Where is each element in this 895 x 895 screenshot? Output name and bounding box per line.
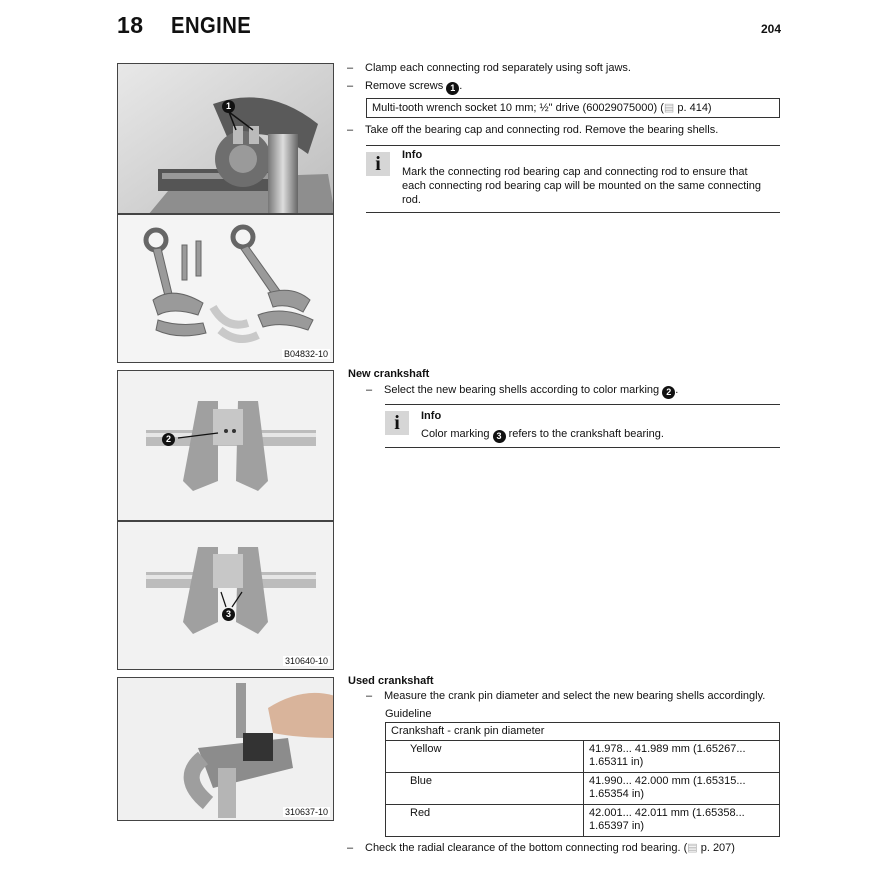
photo-measure-crank-pin xyxy=(117,677,334,821)
row-value: 41.990... 42.000 mm (1.65315... 1.65354 in) xyxy=(584,773,780,805)
photo-crankshaft-marking-2 xyxy=(117,370,334,521)
table-row xyxy=(386,773,780,805)
step-measure-crank-pin: – Measure the crank pin diameter and select the new bearing shells accordingly. xyxy=(366,690,766,702)
info-box-color-marking xyxy=(385,404,780,448)
chapter-number: 18 xyxy=(117,12,144,38)
heading-used-crankshaft: Used crankshaft xyxy=(348,675,434,687)
step-check-radial-clearance: – Check the radial clearance of the bottom connecting rod bearing. (▤ p. 207) xyxy=(347,842,735,854)
row-label: Yellow xyxy=(386,741,584,773)
photo-conrod-in-vise xyxy=(117,63,334,214)
step-select-bearing-shells: – Select the new bearing shells according to color marking 2 . xyxy=(366,384,679,397)
info-icon: i xyxy=(385,411,409,435)
table-header-row xyxy=(386,723,780,741)
step-clamp-conrod: – Clamp each connecting rod separately using soft jaws. xyxy=(347,62,631,74)
crank-pin-diameter-table xyxy=(385,722,780,837)
figure-id: 310637-10 xyxy=(284,807,328,817)
marker-2-inline: 2 xyxy=(662,386,675,399)
table-row xyxy=(386,805,780,837)
step-remove-screws: – Remove screws 1 . xyxy=(347,80,463,93)
marker-1: 1 xyxy=(222,100,235,113)
info-title: Info xyxy=(421,410,442,422)
step-remove-bearing-cap: – Take off the bearing cap and connecting rod. Remove the bearing shells. xyxy=(347,124,719,136)
marker-1-inline: 1 xyxy=(446,82,459,95)
photo-disassembled-conrods xyxy=(117,214,334,363)
marker-2: 2 xyxy=(162,433,175,446)
page-header xyxy=(117,12,781,42)
info-text: Color marking 3 refers to the crankshaft bearing. xyxy=(421,428,664,441)
tool-spec-box: Multi-tooth wrench socket 10 mm; ½" drive (60029075000) (▤ p. 414) xyxy=(366,98,780,118)
chapter-title: ENGINE xyxy=(171,12,252,38)
row-label: Red xyxy=(386,805,584,837)
figure-id: B04832-10 xyxy=(283,349,328,359)
book-icon: ▤ xyxy=(687,842,698,854)
marker-3: 3 xyxy=(222,608,235,621)
info-box-mark-cap xyxy=(366,145,780,213)
heading-new-crankshaft: New crankshaft xyxy=(348,368,430,380)
table-row xyxy=(386,741,780,773)
info-text: Mark the connecting rod bearing cap and connecting rod to ensure that each connecting rod bearing cap will be mounted on the same connecting rod. xyxy=(402,166,761,206)
row-value: 42.001... 42.011 mm (1.65358... 1.65397 in) xyxy=(584,805,780,837)
book-icon: ▤ xyxy=(663,102,675,114)
photo-crankshaft-marking-3 xyxy=(117,521,334,670)
guideline-label: Guideline xyxy=(385,708,432,720)
row-value: 41.978... 41.989 mm (1.65267... 1.65311 in) xyxy=(584,741,780,773)
info-icon: i xyxy=(366,152,390,176)
figure-id: 310640-10 xyxy=(284,656,328,666)
info-title: Info xyxy=(402,149,423,161)
table-title: Crankshaft - crank pin diameter xyxy=(386,723,780,741)
page-number: 204 xyxy=(760,22,781,36)
row-label: Blue xyxy=(386,773,584,805)
marker-3-inline: 3 xyxy=(493,430,506,443)
